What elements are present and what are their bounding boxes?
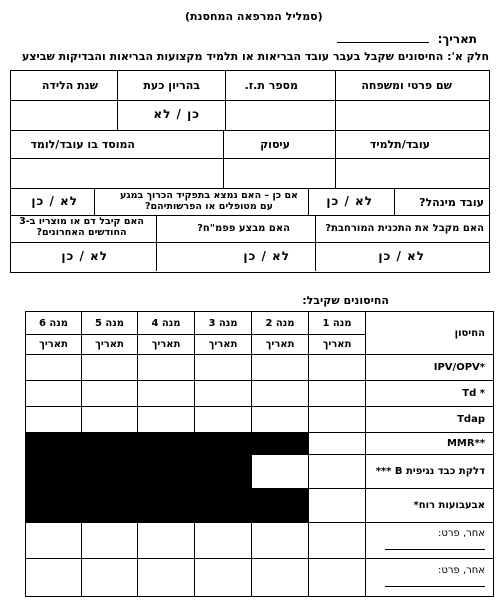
dose-cell[interactable] — [26, 523, 82, 559]
dose-cell[interactable] — [195, 381, 252, 407]
dose-cell[interactable] — [252, 407, 309, 433]
dose-cell[interactable] — [195, 559, 252, 597]
pregnant-answer[interactable]: כן / לא — [153, 107, 200, 121]
other-input-line[interactable] — [385, 576, 485, 587]
blocked-cell — [195, 433, 252, 455]
blocked-cell — [26, 489, 82, 523]
dose-header: מנה 6 — [26, 312, 82, 335]
blocked-cell — [82, 455, 138, 489]
blocked-cell — [195, 455, 252, 489]
blocked-cell — [82, 489, 138, 523]
dose-cell[interactable] — [195, 523, 252, 559]
dose-cell[interactable] — [82, 407, 138, 433]
logo-placeholder: (סמליל המרפאה המחסנת) — [185, 10, 323, 23]
date-header: תאריך — [26, 335, 82, 355]
table-row — [26, 455, 494, 489]
dose-cell[interactable] — [309, 407, 366, 433]
dose-header: מנה 5 — [82, 312, 138, 335]
dose-cell[interactable] — [26, 355, 82, 381]
dose-cell[interactable] — [309, 433, 366, 455]
part-a-title: חלק א': החיסונים שקבל בעבר עובד הבריאות או תלמיד מקצועות הבריאות והבדיקות שביצע — [21, 50, 489, 63]
vaccine-header: החיסון — [454, 327, 485, 339]
dose-cell[interactable] — [138, 355, 195, 381]
blocked-cell — [252, 433, 309, 455]
dose-cell[interactable] — [252, 559, 309, 597]
dose-cell[interactable] — [195, 355, 252, 381]
dose-cell[interactable] — [309, 559, 366, 597]
blocked-cell — [26, 433, 82, 455]
dose-header: מנה 2 — [252, 312, 309, 335]
other-label: אחר, פרט: — [438, 528, 485, 539]
patient-contact-question: אם כן – האם נמצא בתפקיד הכרוך במגע עם מטופלים או הפרשותיהם? — [120, 190, 298, 213]
dose-cell[interactable] — [82, 355, 138, 381]
full-name-label: שם פרטי ומשפחה — [361, 79, 452, 92]
date-header: תאריך — [309, 335, 366, 355]
dose-cell[interactable] — [82, 559, 138, 597]
divider — [156, 215, 157, 271]
dose-cell[interactable] — [252, 355, 309, 381]
birth-year-label: שנת הלידה — [41, 79, 98, 92]
worker-student-label: עובד/תלמיד — [369, 138, 430, 151]
blood-products-question: האם קיבל דם או מוצריו ב-3 החודשים האחרונים? — [19, 216, 144, 239]
other-input-line[interactable] — [385, 539, 485, 550]
dose-cell[interactable] — [82, 381, 138, 407]
dose-cell[interactable] — [309, 355, 366, 381]
divider — [117, 70, 118, 130]
blood-products-answer[interactable]: לא / כן — [61, 249, 108, 263]
ppd-question: האם מבצע פפמ"ח? — [197, 223, 290, 234]
dose-cell[interactable] — [252, 381, 309, 407]
dose-cell[interactable] — [309, 381, 366, 407]
date-label: תאריך: — [437, 32, 477, 46]
divider — [335, 70, 336, 130]
id-number-label: מספר ת.ז. — [244, 79, 298, 92]
dose-cell[interactable] — [309, 489, 366, 523]
dose-cell[interactable] — [138, 407, 195, 433]
table-row — [26, 407, 494, 433]
personal-details-table — [10, 70, 490, 273]
dose-cell[interactable] — [138, 559, 195, 597]
table-row — [26, 355, 494, 381]
blocked-cell — [138, 455, 195, 489]
divider — [335, 130, 336, 188]
manager-answer[interactable]: לא / כן — [326, 194, 373, 208]
other-vaccine-cell[interactable] — [366, 559, 494, 597]
date-field — [337, 32, 477, 46]
ppd-answer[interactable]: לא / כן — [243, 249, 290, 263]
dose-cell[interactable] — [138, 523, 195, 559]
date-header: תאריך — [195, 335, 252, 355]
divider — [10, 100, 490, 101]
table-row — [26, 559, 494, 597]
dose-cell[interactable] — [309, 455, 366, 489]
vaccine-name: דלקת כבד נגיפית B *** — [366, 455, 494, 489]
institution-label: המוסד בו עובד/לומד — [30, 138, 135, 151]
dose-cell[interactable] — [26, 559, 82, 597]
occupation-label: עיסוק — [260, 138, 290, 151]
divider — [394, 188, 395, 215]
dose-header: מנה 3 — [195, 312, 252, 335]
vaccine-name: אבעבועות רוח* — [366, 489, 494, 523]
table-row — [26, 489, 494, 523]
divider — [225, 70, 226, 130]
vaccines-table — [25, 311, 494, 597]
divider — [10, 242, 490, 243]
dose-cell[interactable] — [252, 455, 309, 489]
blocked-cell — [138, 489, 195, 523]
date-header: תאריך — [82, 335, 138, 355]
dose-header: מנה 1 — [309, 312, 366, 335]
other-vaccine-cell[interactable] — [366, 523, 494, 559]
blocked-cell — [195, 489, 252, 523]
pregnant-label: בהריון כעת — [143, 79, 200, 92]
dose-cell[interactable] — [26, 407, 82, 433]
blocked-cell — [82, 433, 138, 455]
table-row — [26, 381, 494, 407]
table-row — [26, 433, 494, 455]
patient-contact-answer[interactable]: לא / כן — [31, 194, 78, 208]
vaccines-title: החיסונים שקיבל: — [302, 294, 389, 307]
date-header: תאריך — [252, 335, 309, 355]
blocked-cell — [26, 455, 82, 489]
dose-cell[interactable] — [195, 407, 252, 433]
divider — [10, 130, 490, 131]
divider — [94, 188, 95, 215]
divider — [10, 158, 490, 159]
dose-cell[interactable] — [252, 523, 309, 559]
blocked-cell — [138, 433, 195, 455]
divider — [223, 130, 224, 188]
divider — [315, 215, 316, 271]
dose-header: מנה 4 — [138, 312, 195, 335]
vaccine-name: Tdap — [366, 407, 494, 433]
table-row — [26, 523, 494, 559]
divider — [308, 188, 309, 215]
vaccine-name: MMR** — [366, 433, 494, 455]
divider — [10, 188, 490, 189]
blocked-cell — [252, 489, 309, 523]
dose-cell[interactable] — [309, 523, 366, 559]
manager-worker-label: עובד מינהל? — [419, 196, 484, 209]
expanded-plan-question: האם מקבל את התכנית המורחבת? — [325, 223, 484, 234]
dose-cell[interactable] — [138, 381, 195, 407]
other-label: אחר, פרט: — [438, 565, 485, 576]
dose-cell[interactable] — [82, 523, 138, 559]
expanded-plan-answer[interactable]: לא / כן — [378, 249, 425, 263]
date-header: תאריך — [138, 335, 195, 355]
vaccine-name: Td * — [366, 381, 494, 407]
date-input-line[interactable] — [337, 42, 429, 43]
vaccine-header-cell — [366, 312, 494, 355]
vaccine-name: IPV/OPV* — [366, 355, 494, 381]
dose-cell[interactable] — [26, 381, 82, 407]
